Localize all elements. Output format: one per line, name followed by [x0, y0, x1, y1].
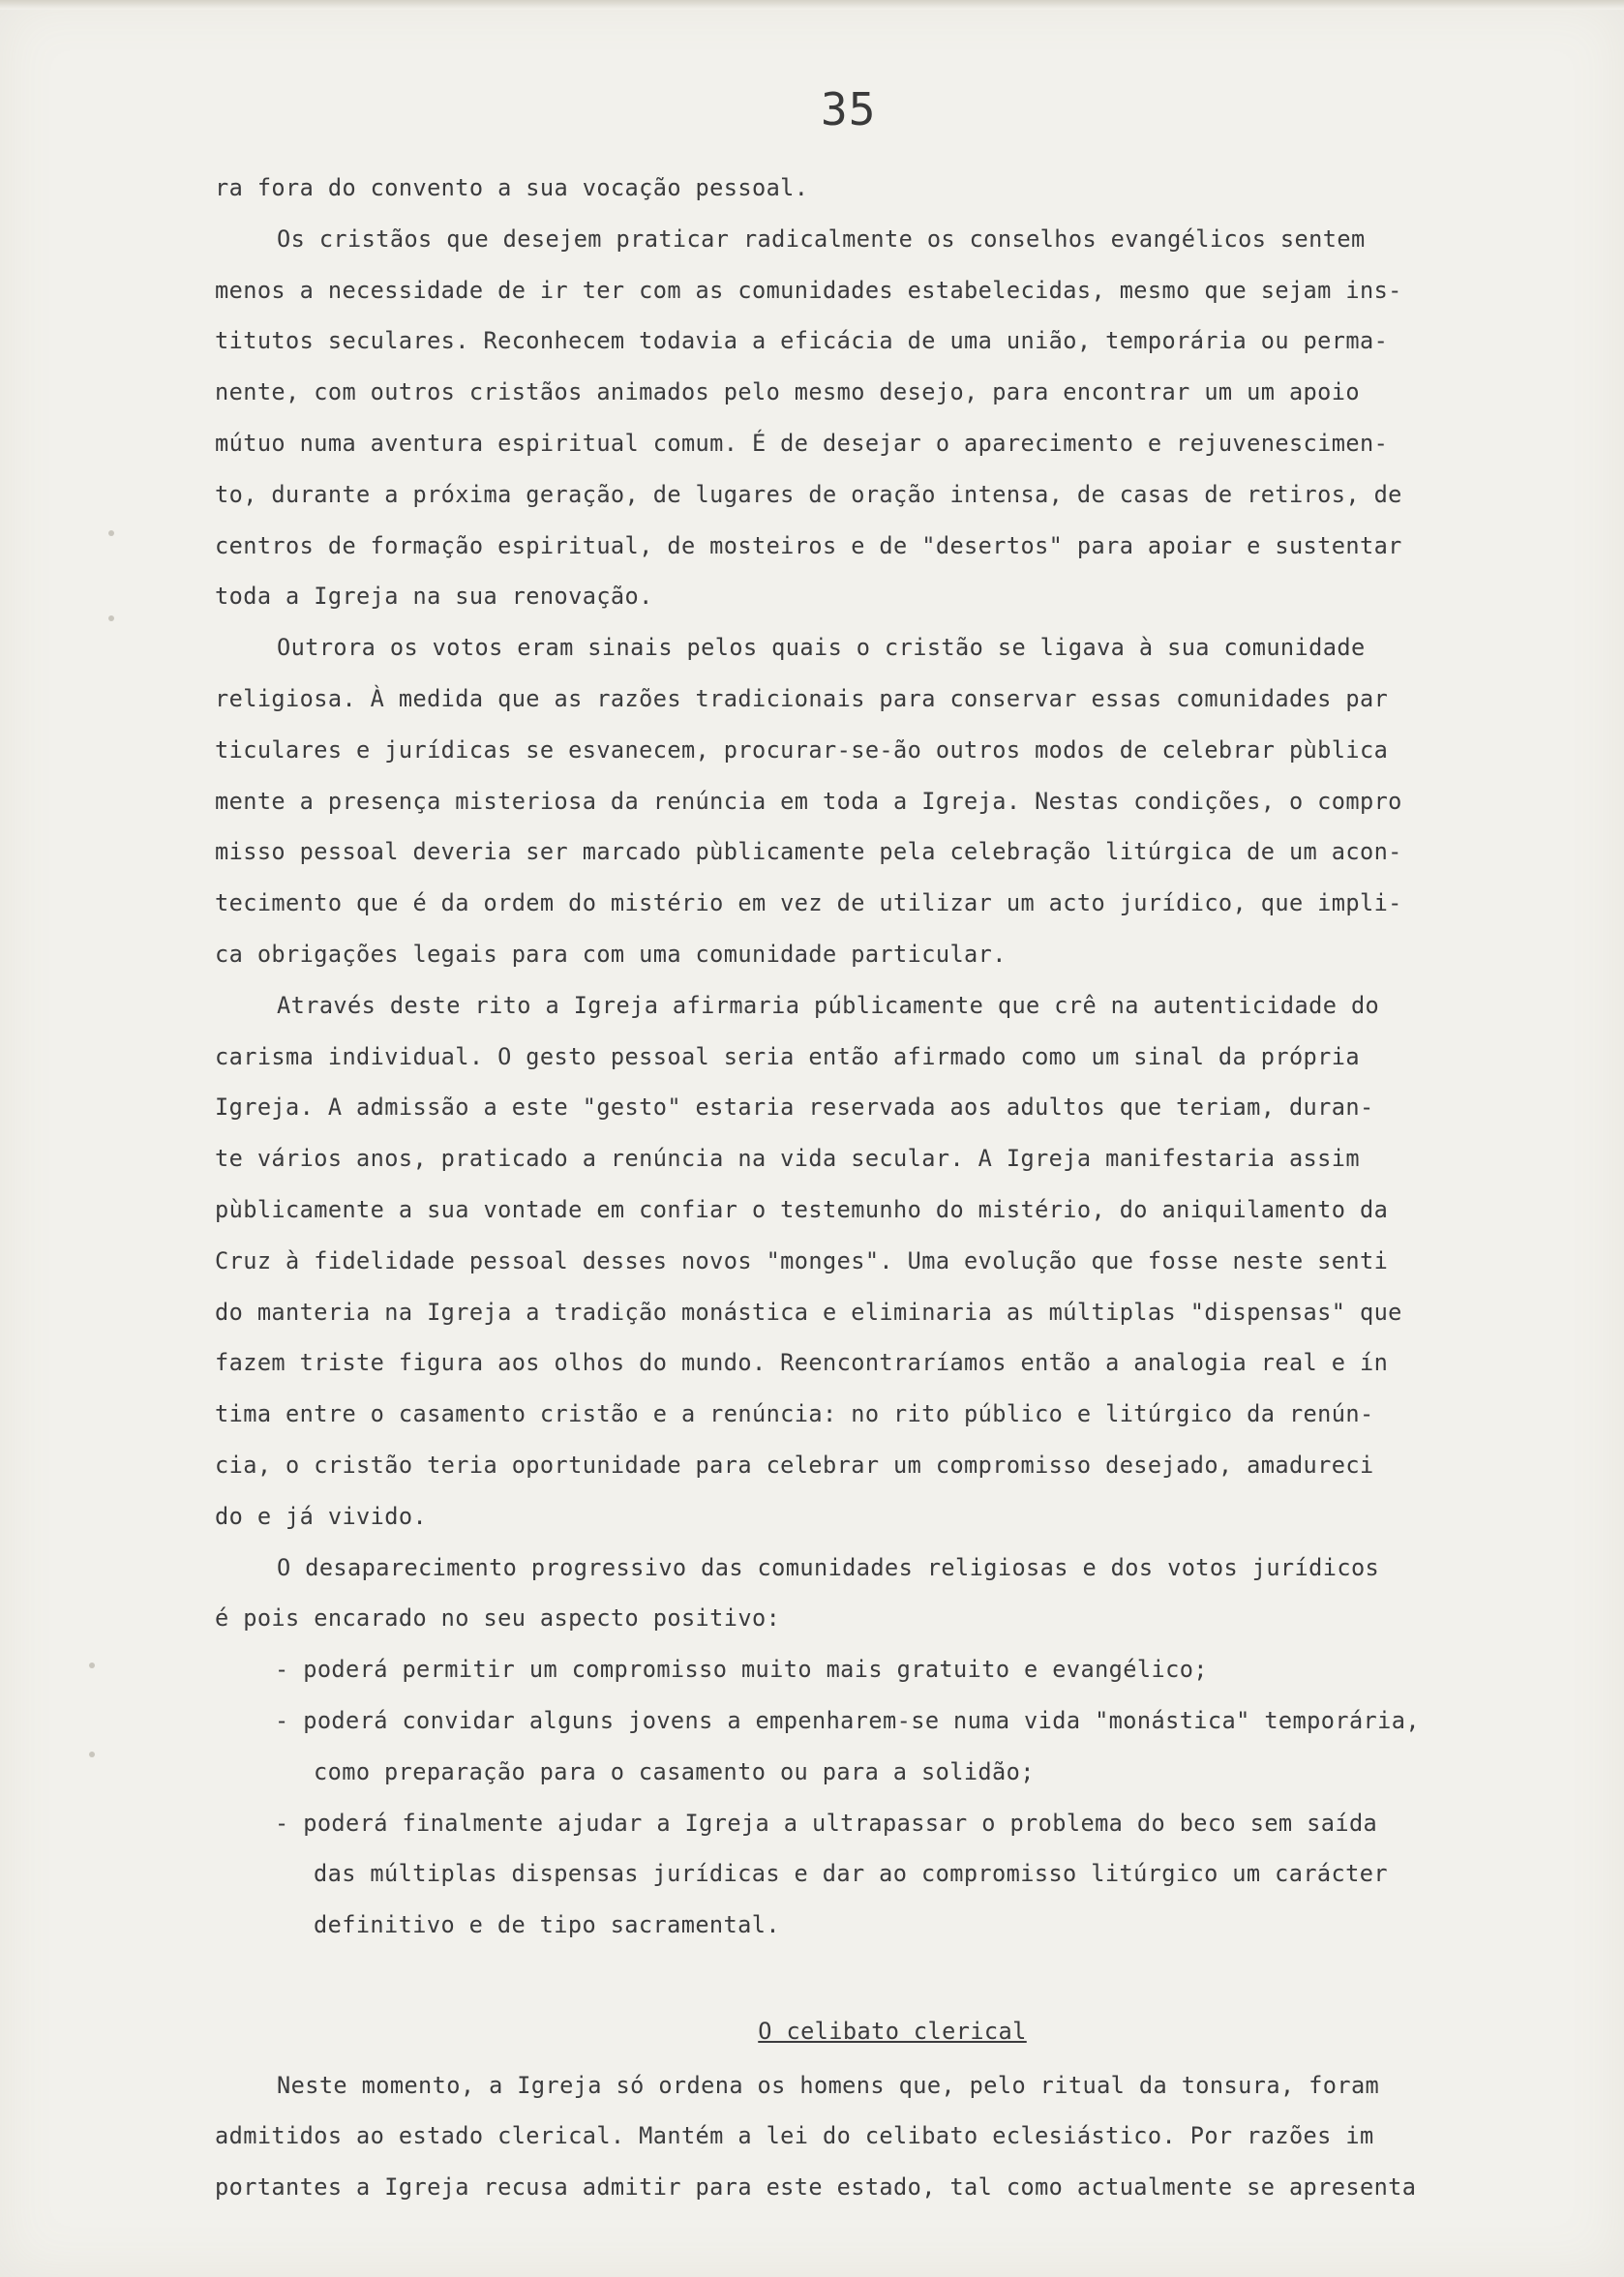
paper-mark: [89, 1752, 95, 1757]
paragraph-line: cia, o cristão teria oportunidade para celebrar um compromisso desejado, amadureci: [215, 1451, 1374, 1479]
bullet-line: das múltiplas dispensas jurídicas e dar ao compromisso litúrgico um carácter: [314, 1860, 1388, 1888]
bullet-line: - poderá finalmente ajudar a Igreja a ultrapassar o problema do beco sem saída: [275, 1809, 1378, 1837]
paragraph-line: carisma individual. O gesto pessoal seria então afirmado como um sinal da própria: [215, 1042, 1360, 1070]
paragraph-line: Os cristãos que desejem praticar radicalmente os conselhos evangélicos sentem: [277, 225, 1366, 253]
paragraph-line: te vários anos, praticado a renúncia na vida secular. A Igreja manifestaria assim: [215, 1145, 1360, 1173]
paragraph-line: do e já vivido.: [215, 1502, 428, 1530]
paragraph-line: toda a Igreja na sua renovação.: [215, 583, 653, 611]
paragraph-line: to, durante a próxima geração, de lugares de oração intensa, de casas de retiros, de: [215, 480, 1402, 508]
bullet-line: - poderá permitir um compromisso muito mais gratuito e evangélico;: [275, 1656, 1208, 1684]
paragraph-line: nente, com outros cristãos animados pelo mesmo desejo, para encontrar um um apoio: [215, 378, 1360, 406]
paragraph-line: tima entre o casamento cristão e a renúncia: no rito público e litúrgico da renún-: [215, 1400, 1374, 1428]
paper-mark: [108, 615, 114, 621]
paragraph-line: do manteria na Igreja a tradição monástica e eliminaria as múltiplas "dispensas" que: [215, 1298, 1402, 1326]
paper-top-edge: [0, 0, 1624, 10]
paragraph-line: ticulares e jurídicas se esvanecem, procurar-se-ão outros modos de celebrar pùblica: [215, 735, 1389, 764]
bullet-line: - poderá convidar alguns jovens a empenharem-se numa vida "monástica" temporária,: [275, 1706, 1420, 1734]
paragraph-line: tecimento que é da ordem do mistério em vez de utilizar um acto jurídico, que impli-: [215, 889, 1402, 917]
paragraph-line: titutos seculares. Reconhecem todavia a eficácia de uma união, temporária ou perma-: [215, 327, 1389, 355]
paragraph-line: fazem triste figura aos olhos do mundo. Reencontraríamos então a analogia real e ín: [215, 1349, 1389, 1377]
paragraph-line: admitidos ao estado clerical. Mantém a lei do celibato eclesiástico. Por razões im: [215, 2122, 1374, 2150]
paragraph-line: ra fora do convento a sua vocação pessoal.: [215, 174, 809, 201]
paragraph-line: centros de formação espiritual, de mosteiros e de "desertos" para apoiar e sustentar: [215, 531, 1402, 559]
paragraph-line: menos a necessidade de ir ter com as comunidades estabelecidas, mesmo que sejam ins-: [215, 276, 1402, 304]
paragraph-line: ca obrigações legais para com uma comunidade particular.: [215, 940, 1007, 968]
paragraph-line: Neste momento, a Igreja só ordena os homens que, pelo ritual da tonsura, foram: [277, 2071, 1380, 2099]
bullet-line: como preparação para o casamento ou para a solidão;: [314, 1757, 1035, 1785]
paragraph-line: religiosa. À medida que as razões tradicionais para conservar essas comunidades par: [215, 684, 1389, 712]
paper-mark: [89, 1663, 95, 1668]
paragraph-line: misso pessoal deveria ser marcado pùblicamente pela celebração litúrgica de um acon-: [215, 838, 1402, 866]
paragraph-line: Cruz à fidelidade pessoal desses novos "monges". Uma evolução que fosse neste senti: [215, 1246, 1389, 1274]
spacer: [215, 1951, 1531, 2002]
paragraph-line: Igreja. A admissão a este "gesto" estaria reservada aos adultos que teriam, duran-: [215, 1094, 1374, 1122]
paragraph-line: Outrora os votos eram sinais pelos quais o cristão se ligava à sua comunidade: [277, 634, 1366, 662]
paper-mark: [108, 530, 114, 536]
paragraph-line: O desaparecimento progressivo das comunidades religiosas e dos votos jurídicos: [277, 1553, 1380, 1581]
paragraph-line: mútuo numa aventura espiritual comum. É de desejar o aparecimento e rejuvenescimen-: [215, 429, 1389, 457]
bullet-line: definitivo e de tipo sacramental.: [314, 1911, 780, 1939]
paragraph-line: pùblicamente a sua vontade em confiar o testemunho do mistério, do aniquilamento da: [215, 1195, 1389, 1223]
paragraph-line: Através deste rito a Igreja afirmaria públicamente que crê na autenticidade do: [277, 991, 1380, 1019]
paragraph-line: é pois encarado no seu aspecto positivo:: [215, 1604, 781, 1633]
paragraph-line: mente a presença misteriosa da renúncia em toda a Igreja. Nestas condições, o compro: [215, 787, 1402, 815]
typewritten-text: [215, 163, 1531, 2213]
paragraph-line: portantes a Igreja recusa admitir para este estado, tal como actualmente se apresenta: [215, 2173, 1417, 2202]
page-number: 35: [821, 83, 877, 135]
section-heading: O celibato clerical: [758, 2017, 1027, 2045]
